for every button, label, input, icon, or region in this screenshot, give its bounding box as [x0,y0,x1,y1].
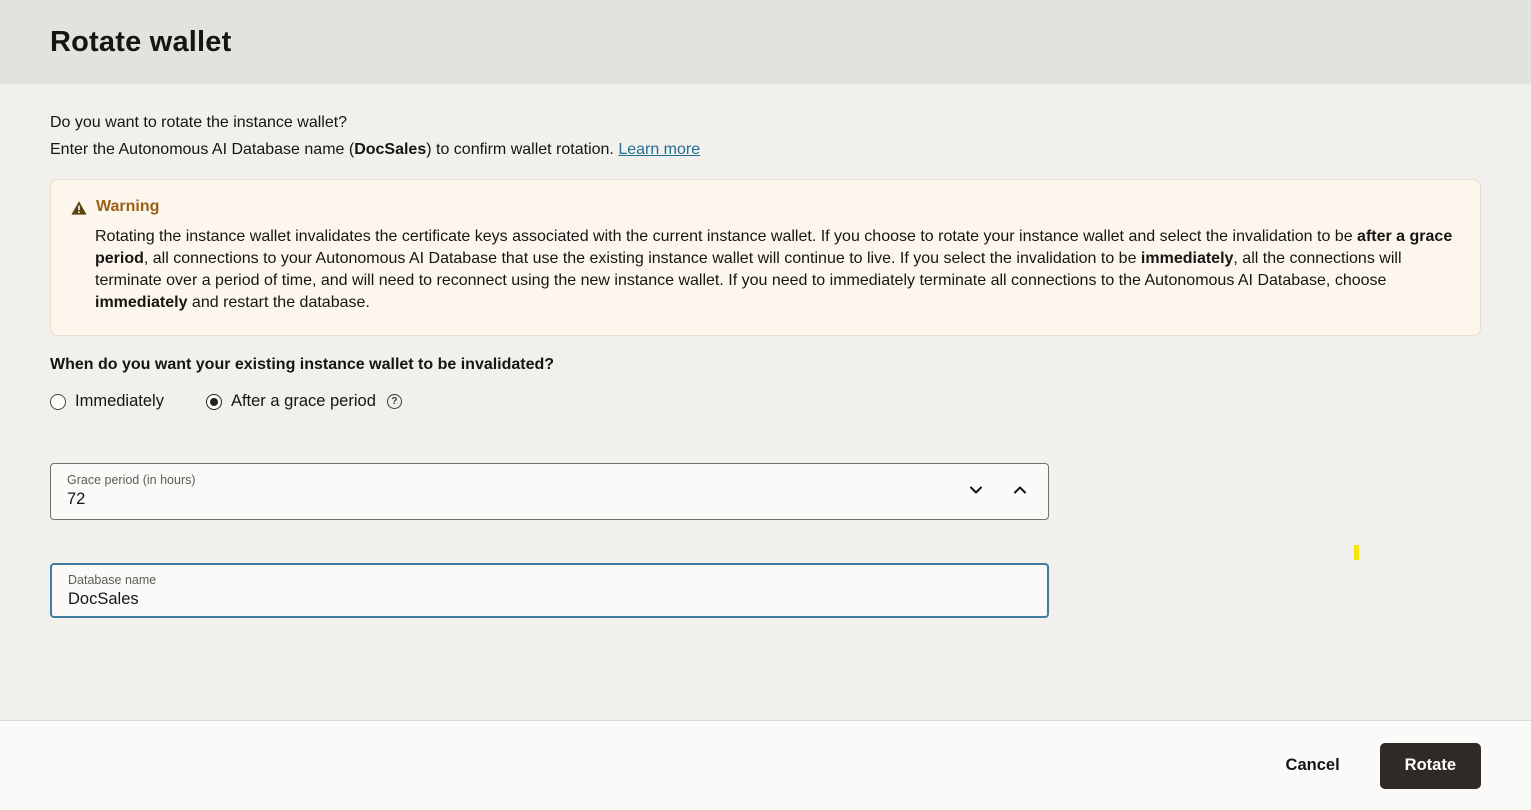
intro-question: Do you want to rotate the instance wallet? [50,114,348,131]
intro-confirm-line: Enter the Autonomous AI Database name (DocSales) to confirm wallet rotation. Learn more [50,141,701,158]
grace-period-value[interactable]: 72 [67,490,86,508]
learn-more-link[interactable]: Learn more [618,141,701,158]
stepper-increment-button[interactable] [1000,472,1040,512]
warning-callout [50,179,1481,336]
stepper-decrement-button[interactable] [956,472,996,512]
page-header [0,0,1531,84]
warning-title: Warning [96,198,160,215]
warning-triangle-icon [71,200,87,216]
warning-message: Rotating the instance wallet invalidates the certificate keys associated with the current instance wallet. If you choose to rotate your instance wallet and select the invalidation to be after a grace period, all connections to your Autonomous AI Database that use the existing instance wallet will continue to live. If you select the invalidation to be immediately, all the connections will terminate over a period of time, and will need to reconnect using the new instance wallet. If you need to immediately terminate all connections to the Autonomous AI Database, choose immediately and restart the database. [95,228,1453,311]
invalidation-question: When do you want your existing instance wallet to be invalidated? [50,356,555,373]
yellow-cursor-marker [1354,545,1359,560]
dialog-footer [0,720,1531,810]
dialog-body [0,109,1531,720]
database-name-label: Database name [68,573,157,587]
chevron-up-icon [1012,482,1028,501]
grace-period-field[interactable] [50,463,1049,520]
radio-immediately-label: Immediately [75,392,164,410]
radio-immediately[interactable] [50,392,164,411]
chevron-down-icon [968,482,984,501]
db-name-emphasis: DocSales [354,141,427,158]
cancel-button[interactable]: Cancel [1282,746,1344,785]
database-name-field[interactable] [50,563,1049,618]
radio-after-grace-period[interactable] [206,392,402,411]
help-icon[interactable]: ? [387,394,402,409]
page-title: Rotate wallet [50,25,232,58]
database-name-value[interactable]: DocSales [68,590,139,608]
grace-period-label: Grace period (in hours) [67,473,196,487]
invalidation-options [50,392,1481,411]
radio-button-icon[interactable] [206,394,222,410]
radio-button-icon[interactable] [50,394,66,410]
grace-period-steppers [956,464,1040,519]
intro-text [50,109,1481,163]
radio-after-grace-period-label: After a grace period [230,392,376,410]
rotate-button[interactable]: Rotate [1380,743,1481,789]
